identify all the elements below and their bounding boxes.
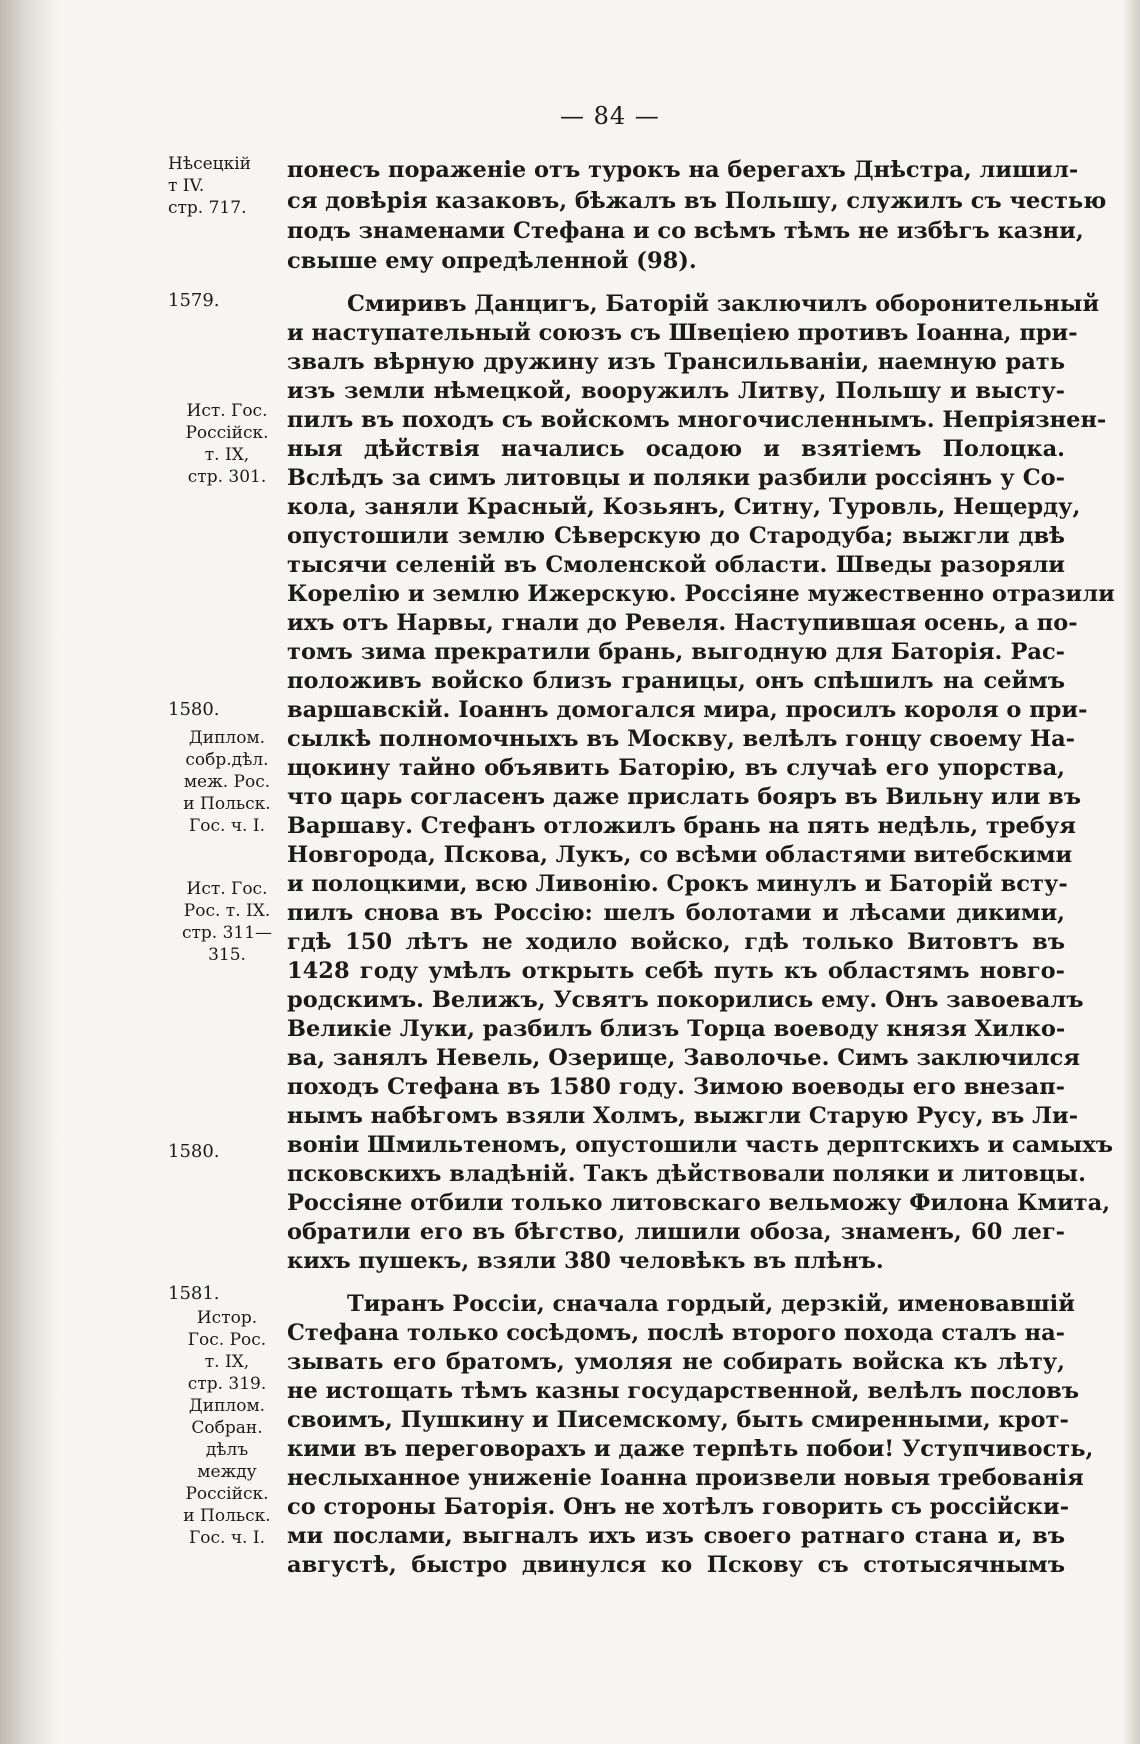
text-line: Новгорода, Пскова, Лукъ, со всѣми областями витебскими [287,842,1073,868]
text-line: ся довѣрія казаковъ, бѣжалъ въ Польшу, служилъ съ честью [287,188,1107,214]
text-line: кими въ переговорахъ и даже терпѣть побои! Уступчивость, [287,1436,1094,1462]
text-line: сылкѣ полномочныхъ въ Москву, велѣлъ гонцу своему На- [287,726,1076,752]
margin-note-year-1580-b: 1580. [168,1141,220,1162]
margin-note-year-1579: 1579. [168,290,220,311]
text-line: положивъ войско близъ границы, онъ спѣшилъ на сеймъ [287,668,1065,694]
text-line: неслыханное униженіе Іоанна произвели новыя требованія [287,1465,1084,1491]
scan-edge-right [1122,0,1140,1744]
text-line: понесъ пораженіе отъ турокъ на берегахъ Днѣстра, лишил- [287,157,1079,183]
margin-note-istor-gos-319: Истор. Гос. Рос. т. IX, стр. 319. Диплом. Собран. дѣлъ между Россійск. и Польск. Гос. ч. I. [183,1308,271,1548]
text-line: обратили его въ бѣгство, лишили обоза, знаменъ, 60 лег- [287,1219,1065,1245]
text-line: опустошили землю Сѣверскую до Стародуба; выжгли двѣ [287,523,1065,549]
text-line: пилъ снова въ Россію: шелъ болотами и лѣсами дикими, [287,900,1065,926]
text-line: ихъ отъ Нарвы, гнали до Ревеля. Наступившая осень, а по- [287,610,1078,636]
text-line: Корелію и землю Ижерскую. Россіяне мужественно отразили [287,581,1115,607]
text-line: Смиривъ Данцигъ, Баторій заключилъ оборонительный [347,291,1100,317]
text-line: пилъ въ походъ съ войскомъ многочисленнымъ. Непріязнен- [287,407,1107,433]
text-line: ми послами, выгналъ ихъ изъ своего ратнаго стана и, въ [287,1523,1065,1549]
page-number: — 84 — [560,102,660,130]
text-line: варшавскій. Іоаннъ домогался мира, просилъ короля о при- [287,697,1088,723]
text-line: нымъ набѣгомъ взяли Холмъ, выжгли Старую Русу, въ Ли- [287,1103,1079,1129]
text-line: изъ земли нѣмецкой, вооружилъ Литву, Польшу и высту- [287,378,1065,404]
margin-note-year-1580-a: 1580. [168,699,220,720]
text-line: тысячи селеній въ Смоленской области. Шведы разоряли [287,552,1065,578]
text-line: ва, занялъ Невель, Озерище, Заволочье. Симъ заключился [287,1045,1080,1071]
text-line: гдѣ 150 лѣтъ не ходило войско, гдѣ только Витовтъ въ [287,929,1065,955]
text-line: ныя дѣйствія начались осадою и взятіемъ Полоцка. [287,436,1065,462]
margin-note-year-1581: 1581. [168,1283,220,1304]
text-line: походъ Стефана въ 1580 году. Зимою воеводы его внезап- [287,1074,1065,1100]
text-line: что царь согласенъ даже прислать бояръ въ Вильну или въ [287,784,1082,810]
text-line: августѣ, быстро двинулся ко Пскову съ стотысячнымъ [287,1552,1065,1578]
text-line: псковскихъ владѣній. Такъ дѣйствовали поляки и литовцы. [287,1161,1086,1187]
text-line: Великіе Луки, разбилъ близъ Торца воеводу князя Хилко- [287,1016,1066,1042]
text-line: со стороны Баторія. Онъ не хотѣлъ говорить съ россійски- [287,1494,1070,1520]
text-line: щокину тайно объявить Баторію, въ случаѣ его упорства, [287,755,1065,781]
text-line: кола, заняли Красный, Козьянъ, Ситну, Туровль, Нещерду, [287,494,1081,520]
text-line: и полоцкими, всю Ливонію. Срокъ минулъ и Баторій всту- [287,871,1068,897]
text-line: томъ зима прекратили брань, выгодную для Баторія. Рас- [287,639,1065,665]
text-line: Тиранъ Россіи, сначала гордый, дерзкій, именовавшій [347,1291,1075,1317]
text-line: зывать его братомъ, умоляя не собирать войска къ лѣту, [287,1349,1065,1375]
text-line: Стефана только сосѣдомъ, послѣ второго похода сталъ на- [287,1320,1065,1346]
text-line: не истощать тѣмъ казны государственной, велѣлъ пословъ [287,1378,1079,1404]
text-line: подъ знаменами Стефана и со всѣмъ тѣмъ не избѣгъ казни, [287,218,1084,244]
text-line: звалъ вѣрную дружину изъ Трансильваніи, наемную рать [287,349,1065,375]
margin-note-ist-gos-301: Ист. Гос. Россійск. т. IX, стр. 301. [185,401,269,487]
margin-note-ist-gos-311: Ист. Гос. Рос. т. IX. стр. 311— 315. [181,879,273,965]
text-line: 1428 году умѣлъ открыть себѣ путь къ областямъ новго- [287,958,1065,984]
text-line: своимъ, Пушкину и Писемскому, быть смиренными, крот- [287,1407,1069,1433]
text-line: Россіяне отбили только литовскаго вельможу Филона Кмита, [287,1190,1111,1216]
text-line: воніи Шмильтеномъ, опустошили часть дерптскихъ и самыхъ [287,1132,1114,1158]
text-line: и наступательный союзъ съ Швеціею противъ Іоанна, при- [287,320,1078,346]
scan-edge-left [0,0,58,1744]
text-line: родскимъ. Велижъ, Усвятъ покорились ему. Онъ завоевалъ [287,987,1084,1013]
text-line: Вслѣдъ за симъ литовцы и поляки разбили россіянъ у Со- [287,465,1065,491]
margin-note-niesecki: Нѣсецкій т IV. стр. 717. [168,154,251,218]
text-line: Варшаву. Стефанъ отложилъ брань на пять недѣль, требуя [287,813,1076,839]
text-line: кихъ пушекъ, взяли 380 человѣкъ въ плѣнъ. [287,1248,884,1274]
margin-note-diplom-sobr: Диплом. собр.дѣл. меж. Рос. и Польск. Гос. ч. I. [183,728,271,836]
text-line: свыше ему опредѣленной (98). [287,248,697,274]
